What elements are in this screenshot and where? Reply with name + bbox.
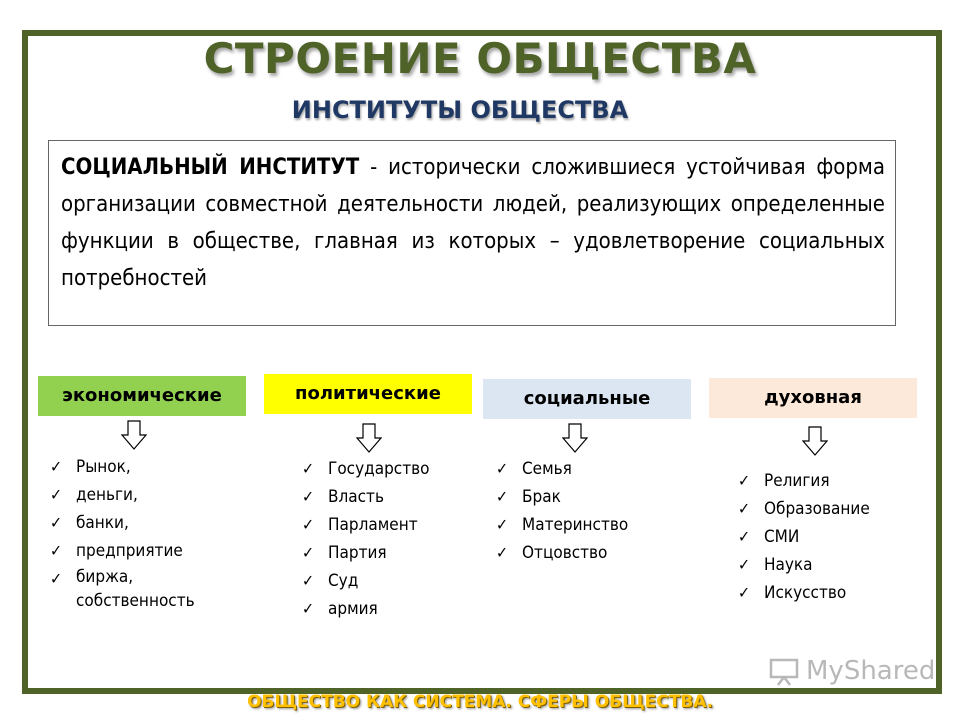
spiritual-list — [736, 467, 921, 607]
list-item: ✓ Рынок, — [48, 453, 258, 481]
check-icon: ✓ — [496, 459, 509, 478]
list-item: ✓ предприятие — [48, 537, 258, 565]
check-icon: ✓ — [50, 541, 63, 560]
check-icon: ✓ — [738, 471, 751, 490]
watermark-text: MyShared — [806, 656, 936, 686]
list-item: ✓ Семья — [494, 455, 684, 483]
check-icon: ✓ — [50, 513, 63, 532]
definition-box — [48, 140, 896, 326]
list-item: ✓ Отцовство — [494, 539, 684, 567]
list-item: ✓ СМИ — [736, 523, 921, 551]
list-item: ✓ банки, — [48, 509, 258, 537]
definition-term: СОЦИАЛЬНЫЙ ИНСТИТУТ — [61, 155, 360, 180]
list-item: ✓ биржа, собственность — [50, 567, 195, 611]
list-item: ✓ Власть — [300, 483, 480, 511]
arrow-down-icon — [562, 423, 588, 453]
list-item: ✓ деньги, — [48, 481, 258, 509]
check-icon: ✓ — [50, 569, 63, 588]
list-item: ✓ Партия — [300, 539, 480, 567]
political-list — [300, 455, 480, 623]
definition-text: - исторически сложившиеся устойчивая форма организации совместной деятельности людей, реализующих определенные функции в обществе, главная из которых – удовлетворение социальных потребностей — [61, 155, 885, 291]
list-item: ✓ Образование — [736, 495, 921, 523]
category-spiritual: духовная — [709, 378, 917, 418]
category-social: социальные — [483, 379, 691, 419]
list-item: ✓ Наука — [736, 551, 921, 579]
list-item: ✓ Материнство — [494, 511, 684, 539]
check-icon: ✓ — [738, 499, 751, 518]
check-icon: ✓ — [496, 515, 509, 534]
check-icon: ✓ — [302, 515, 315, 534]
check-icon: ✓ — [302, 459, 315, 478]
list-item: ✓ Брак — [494, 483, 684, 511]
check-icon: ✓ — [302, 571, 315, 590]
economic-list — [48, 453, 258, 615]
check-icon: ✓ — [302, 487, 315, 506]
slide-subtitle: ИНСТИТУТЫ ОБЩЕСТВА — [291, 96, 629, 124]
check-icon: ✓ — [50, 485, 63, 504]
list-item: ✓ Государство — [300, 455, 480, 483]
list-item: ✓ Религия — [736, 467, 921, 495]
social-list — [494, 455, 684, 567]
list-item: ✓ Искусство — [736, 579, 921, 607]
check-icon: ✓ — [302, 543, 315, 562]
check-icon: ✓ — [496, 487, 509, 506]
check-icon: ✓ — [738, 583, 751, 602]
arrow-down-icon — [802, 426, 828, 456]
check-icon: ✓ — [738, 555, 751, 574]
watermark — [768, 656, 936, 686]
check-icon: ✓ — [50, 457, 63, 476]
arrow-down-icon — [121, 420, 147, 450]
presentation-icon — [768, 658, 802, 686]
category-economic: экономические — [38, 376, 246, 416]
slide-title: СТРОЕНИЕ ОБЩЕСТВА — [203, 34, 757, 83]
check-icon: ✓ — [302, 599, 315, 618]
check-icon: ✓ — [738, 527, 751, 546]
footer-caption: ОБЩЕСТВО КАК СИСТЕМА. СФЕРЫ ОБЩЕСТВА. — [247, 692, 713, 712]
list-item: ✓ армия — [300, 595, 480, 623]
arrow-down-icon — [356, 423, 382, 453]
list-item: ✓ Суд — [300, 567, 480, 595]
category-political: политические — [264, 374, 472, 414]
check-icon: ✓ — [496, 543, 509, 562]
list-item: ✓ Парламент — [300, 511, 480, 539]
